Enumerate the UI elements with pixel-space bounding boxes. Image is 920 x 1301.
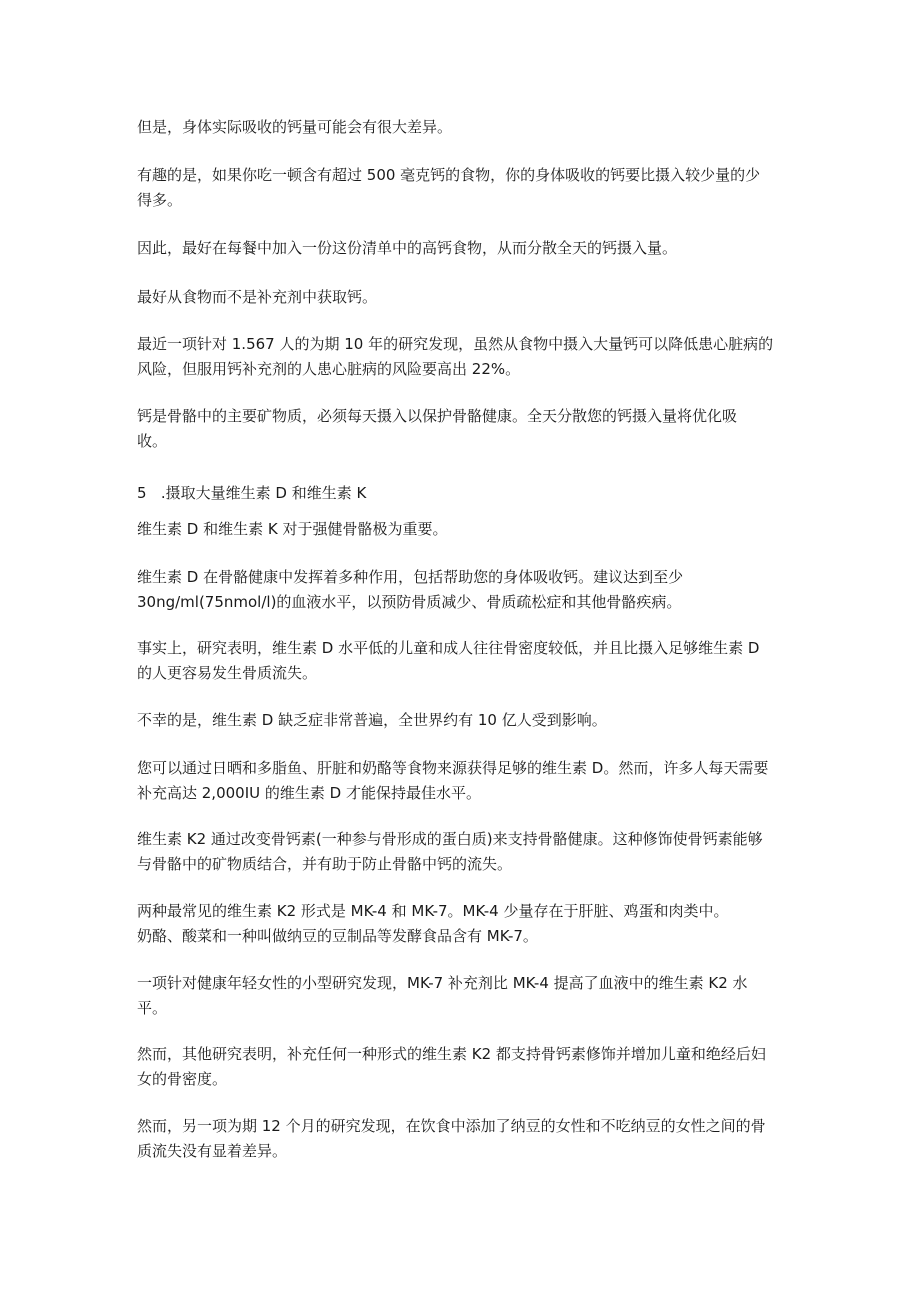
- paragraph-spread-intake: 因此，最好在每餐中加入一份这份清单中的高钙食物，从而分散全天的钙摄入量。: [137, 239, 678, 257]
- paragraph-mk7-study: 一项针对健康年轻女性的小型研究发现，MK-7 补充剂比 MK-4 提高了血液中的维生素 K2 水 平。: [137, 974, 748, 1017]
- paragraph-vitamin-d-roles: 维生素 D 在骨骼健康中发挥着多种作用，包括帮助您的身体吸收钙。建议达到至少 30ng/ml(75nmol/l)的血液水平，以预防骨质减少、骨质疏松症和其他骨骼疾病。: [137, 568, 684, 611]
- paragraph-d-and-k-important: 维生素 D 和维生素 K 对于强健骨骼极为重要。: [137, 520, 448, 538]
- paragraph-low-vitamin-d-density: 事实上，研究表明，维生素 D 水平低的儿童和成人往往骨密度较低，并且比摄入足够维生素 D 的人更容易发生骨质流失。: [137, 639, 760, 682]
- paragraph-k2-osteocalcin: 维生素 K2 通过改变骨钙素(一种参与骨形成的蛋白质)来支持骨骼健康。这种修饰使骨钙素能够 与骨骼中的矿物质结合，并有助于防止骨骼中钙的流失。: [137, 830, 763, 873]
- paragraph-calcium-absorption-varies: 但是，身体实际吸收的钙量可能会有很大差异。: [137, 118, 453, 136]
- paragraph-heart-disease-study: 最近一项针对 1.567 人的为期 10 年的研究发现，虽然从食物中摄入大量钙可以降低患心脏病的 风险，但服用钙补充剂的人患心脏病的风险要高出 22%。: [137, 335, 774, 378]
- paragraph-mk4-mk7-forms: 两种最常见的维生素 K2 形式是 MK-4 和 MK-7。MK-4 少量存在于肝脏、鸡蛋和肉类中。 奶酪、酸菜和一种叫做纳豆的豆制品等发酵食品含有 MK-7。: [137, 902, 729, 945]
- paragraph-food-over-supplements: 最好从食物而不是补充剂中获取钙。: [137, 288, 378, 306]
- paragraph-large-meal-absorption: 有趣的是，如果你吃一顿含有超过 500 毫克钙的食物，你的身体吸收的钙要比摄入较少量的少 得多。: [137, 166, 761, 209]
- paragraph-calcium-summary: 钙是骨骼中的主要矿物质，必须每天摄入以保护骨骼健康。全天分散您的钙摄入量将优化吸 收。: [137, 407, 738, 450]
- section-heading-vitamin-d-k: 5 .摄取大量维生素 D 和维生素 K: [137, 484, 367, 502]
- paragraph-sources-of-d: 您可以通过日晒和多脂鱼、肝脏和奶酪等食物来源获得足够的维生素 D。然而，许多人每天需要 补充高达 2,000IU 的维生素 D 才能保持最佳水平。: [137, 759, 769, 802]
- paragraph-k2-bone-density: 然而，其他研究表明，补充任何一种形式的维生素 K2 都支持骨钙素修饰并增加儿童和绝经后妇 女的骨密度。: [137, 1045, 766, 1088]
- paragraph-deficiency-common: 不幸的是，维生素 D 缺乏症非常普遍，全世界约有 10 亿人受到影响。: [137, 711, 607, 729]
- paragraph-natto-study: 然而，另一项为期 12 个月的研究发现，在饮食中添加了纳豆的女性和不吃纳豆的女性之间的骨 质流失没有显着差异。: [137, 1117, 766, 1160]
